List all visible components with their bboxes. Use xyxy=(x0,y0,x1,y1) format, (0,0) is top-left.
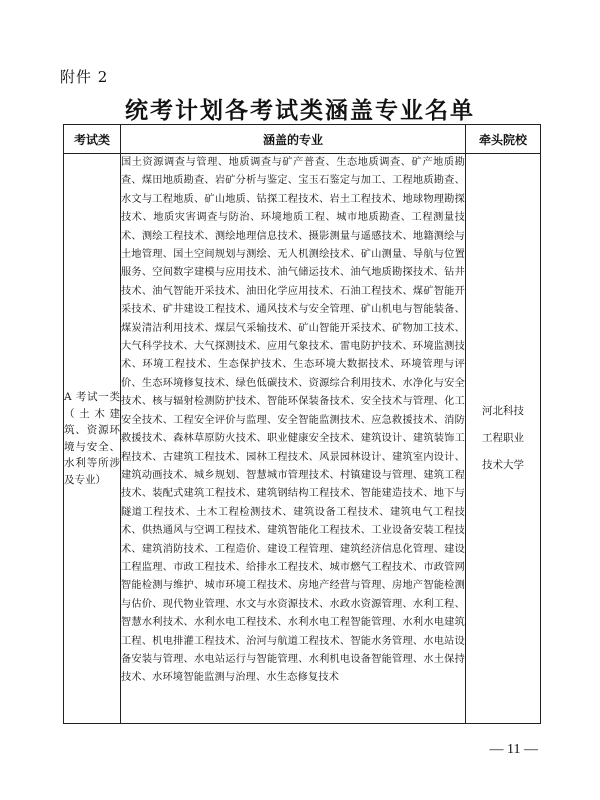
header-school: 牵头院校 xyxy=(466,125,541,154)
school-line: 工程职业 xyxy=(482,432,524,444)
school-line: 河北科技 xyxy=(482,405,524,417)
category-cell: A 考试一类（土木建筑、资源环境与安全、水利等所涉及专业） xyxy=(64,154,121,724)
school-line: 技术大学 xyxy=(482,459,524,471)
header-category: 考试类 xyxy=(64,125,121,154)
table-row xyxy=(64,154,541,724)
attachment-label: 附件 2 xyxy=(60,68,109,86)
table-header-row xyxy=(64,125,541,154)
document-title: 统考计划各考试类涵盖专业名单 xyxy=(125,97,475,124)
majors-table xyxy=(63,124,541,724)
page-number: — 11 — xyxy=(489,742,538,757)
header-majors: 涵盖的专业 xyxy=(121,125,466,154)
lead-school-cell xyxy=(466,154,541,724)
majors-cell: 国土资源调查与管理、地质调查与矿产普查、生态地质调查、矿产地质勘查、煤田地质勘查、岩矿分析与鉴定、宝玉石鉴定与加工、工程地质勘查、水文与工程地质、矿山地质、钻探工程技术、岩土工程技术、地球物理勘探技术、地质灾害调查与防治、环境地质工程、城市地质勘查、工程测量技术、测绘工程技术、测绘地理信息技术、摄影测量与遥感技术、地籍测绘与土地管理、国土空间规划与测绘、无人机测绘技术、矿山测量、导航与位置服务、空间数字建模与应用技术、油气储运技术、油气地质勘探技术、钻井技术、油气智能开采技术、油田化学应用技术、石油工程技术、煤矿智能开采技术、矿井建设工程技术、通风技术与安全管理、矿山机电与智能装备、煤炭清洁利用技术、煤层气采输技术、矿山智能开采技术、矿物加工技术、大气科学技术、大气探测技术、应用气象技术、雷电防护技术、环境监测技术、环境工程技术、生态保护技术、生态环境大数据技术、环境管理与评价、生态环境修复技术、绿色低碳技术、资源综合利用技术、水净化与安全技术、核与辐射检测防护技术、智能环保装备技术、安全技术与管理、化工安全技术、工程安全评价与监理、安全智能监测技术、应急救援技术、消防救援技术、森林草原防火技术、职业健康安全技术、建筑设计、建筑装饰工程技术、古建筑工程技术、园林工程技术、风景园林设计、建筑室内设计、建筑动画技术、城乡规划、智慧城市管理技术、村镇建设与管理、建筑工程技术、装配式建筑工程技术、建筑钢结构工程技术、智能建造技术、地下与隧道工程技术、土木工程检测技术、建筑设备工程技术、建筑电气工程技术、供热通风与空调工程技术、建筑智能化工程技术、工业设备安装工程技术、建筑消防技术、工程造价、建设工程管理、建筑经济信息化管理、建设工程监理、市政工程技术、给排水工程技术、城市燃气工程技术、市政管网智能检测与维护、城市环境工程技术、房地产经营与管理、房地产智能检测与估价、现代物业管理、水文与水资源技术、水政水资源管理、水利工程、智慧水利技术、水利水电工程技术、水利水电工程智能管理、水利水电建筑工程、机电排灌工程技术、治河与航道工程技术、智能水务管理、水电站设备安装与管理、水电站运行与智能管理、水利机电设备智能管理、水土保持技术、水环境智能监测与治理、水生态修复技术 xyxy=(121,154,466,724)
